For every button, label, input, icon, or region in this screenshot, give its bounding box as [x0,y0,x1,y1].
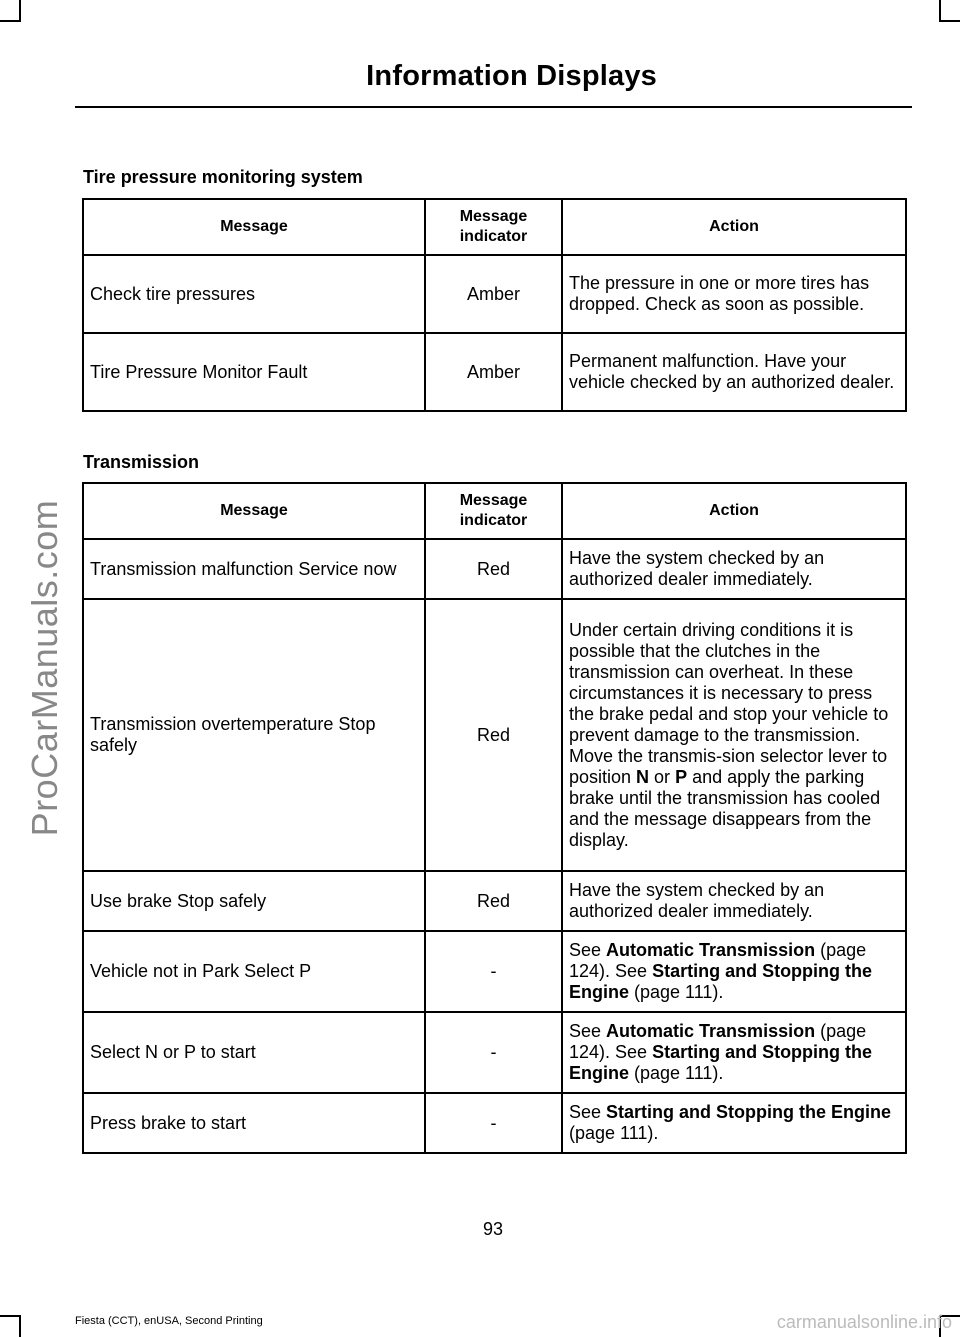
action-text: (page 111). [569,1123,659,1143]
action-text: (page 111). [629,1063,724,1083]
section-title-transmission: Transmission [83,452,200,472]
indicator-cell: Amber [425,333,562,411]
table-row [83,333,906,411]
side-watermark: ProCarManuals.com [24,499,65,837]
table-row [83,539,906,599]
header-divider [75,106,912,108]
message-cell: Vehicle not in Park Select P [83,931,425,1012]
action-text: See [569,1021,607,1041]
action-cell [562,1093,906,1153]
message-cell: Use brake Stop safely [83,871,425,931]
action-cell [562,1012,906,1093]
table-header-row [83,483,906,539]
table-row [83,931,906,1012]
table-row [83,871,906,931]
action-cell: Have the system checked by an authorized dealer immediately. [562,871,906,931]
page-title: Information Displays [366,60,657,92]
header-message: Message [83,199,425,255]
tpms-table [82,198,907,412]
table-row [83,1012,906,1093]
header-indicator: Message indicator [425,199,562,255]
footer-edition: Fiesta (CCT), enUSA, Second Printing [75,1315,263,1327]
transmission-table [82,482,907,1154]
cross-reference-link[interactable]: Automatic Transmission [606,940,816,960]
header-message: Message [83,483,425,539]
table-row [83,1093,906,1153]
crop-mark-top-right-h [939,20,960,22]
crop-mark-top-left [19,0,21,22]
cross-reference-link[interactable]: Starting and Stopping the Engine [606,1102,892,1122]
indicator-cell: - [425,1012,562,1093]
cross-reference-link[interactable]: Starting and Stopping the Engine [569,961,873,1002]
crop-mark-top-left-h [0,20,21,22]
header-action: Action [562,199,906,255]
crop-mark-bottom-left [19,1315,21,1337]
section-title-tpms: Tire pressure monitoring system [83,167,363,187]
table-header-row [83,199,906,255]
table-row [83,599,906,871]
gear-n-label: N [636,766,650,787]
action-text: (page 111). [629,982,724,1002]
header-indicator: Message indicator [425,483,562,539]
action-text: or [649,766,676,787]
message-cell: Check tire pressures [83,255,425,333]
action-text: and apply the parking brake until the transmission has cooled and the message disappears from the display. [569,766,881,850]
indicator-cell: Red [425,599,562,871]
indicator-cell: Red [425,539,562,599]
message-cell: Press brake to start [83,1093,425,1153]
cross-reference-link[interactable]: Starting and Stopping the Engine [569,1042,873,1083]
indicator-cell: Amber [425,255,562,333]
table-row [83,255,906,333]
indicator-cell: Red [425,871,562,931]
indicator-cell: - [425,1093,562,1153]
message-cell: Tire Pressure Monitor Fault [83,333,425,411]
gear-p-label: P [675,766,688,787]
action-cell: The pressure in one or more tires has dropped. Check as soon as possible. [562,255,906,333]
crop-mark-top-right [939,0,941,22]
cross-reference-link[interactable]: Automatic Transmission [606,1021,816,1041]
bottom-watermark: carmanualsonline.info [776,1312,952,1332]
action-cell [562,599,906,871]
message-cell: Transmission malfunction Service now [83,539,425,599]
message-cell: Select N or P to start [83,1012,425,1093]
action-cell: Have the system checked by an authorized dealer immediately. [562,539,906,599]
action-text: See [569,940,607,960]
message-cell: Transmission overtemperature Stop safely [83,599,425,871]
action-cell [562,931,906,1012]
action-text: See [569,1102,607,1122]
indicator-cell: - [425,931,562,1012]
action-text: Under certain driving conditions it is possible that the clutches in the transmission can overheat. In these circumstances it is necessary to press the brake pedal and stop your vehicle to prevent damage to the transmission. Move the transmis-sion selector lever to position [569,619,889,787]
header-action: Action [562,483,906,539]
action-text: (page 124). See [569,1021,867,1062]
crop-mark-bottom-left-h [0,1315,21,1317]
page-number: 93 [482,1219,504,1239]
action-text: (page 124). See [569,940,867,981]
action-cell: Permanent malfunction. Have your vehicle checked by an authorized dealer. [562,333,906,411]
